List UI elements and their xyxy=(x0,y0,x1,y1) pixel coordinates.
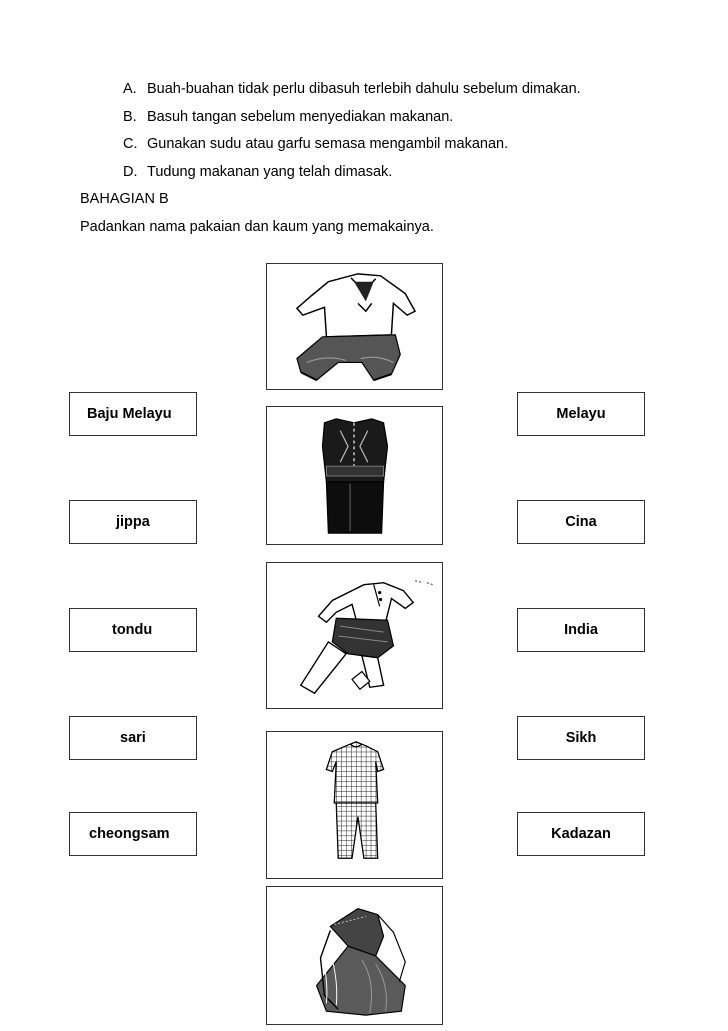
race-label: Melayu xyxy=(556,406,606,422)
name-box-jippa xyxy=(69,500,197,544)
name-box-sari xyxy=(69,716,197,760)
option-a xyxy=(123,80,581,98)
name-label: Baju Melayu xyxy=(87,406,172,422)
name-box-baju-melayu xyxy=(69,392,197,436)
option-letter: D. xyxy=(123,164,138,180)
race-box-cina xyxy=(517,500,645,544)
option-letter: C. xyxy=(123,136,138,152)
option-text: Tudung makanan yang telah dimasak. xyxy=(147,164,393,180)
baju-kadazan-costume-icon xyxy=(267,407,442,544)
picture-frame-4 xyxy=(266,731,443,879)
baju-melayu-costume-icon xyxy=(267,563,442,708)
option-b xyxy=(123,108,453,126)
race-label: Cina xyxy=(565,514,597,530)
race-label: India xyxy=(564,622,598,638)
picture-frame-1 xyxy=(266,263,443,390)
kurta-costume-icon xyxy=(267,264,442,389)
option-letter: B. xyxy=(123,109,137,125)
picture-frame-5 xyxy=(266,886,443,1025)
option-text: Buah-buahan tidak perlu dibasuh terlebih dahulu sebelum dimakan. xyxy=(147,81,581,97)
name-box-tondu xyxy=(69,608,197,652)
sari-costume-icon xyxy=(267,887,442,1024)
option-text: Basuh tangan sebelum menyediakan makanan. xyxy=(147,109,454,125)
name-label: cheongsam xyxy=(89,826,170,842)
name-box-cheongsam xyxy=(69,812,197,856)
picture-frame-2 xyxy=(266,406,443,545)
option-letter: A. xyxy=(123,81,137,97)
name-label: sari xyxy=(120,730,146,746)
picture-frame-3 xyxy=(266,562,443,709)
race-box-melayu xyxy=(517,392,645,436)
race-box-india xyxy=(517,608,645,652)
race-label: Sikh xyxy=(565,730,597,746)
race-box-sikh xyxy=(517,716,645,760)
cheongsam-costume-icon xyxy=(267,732,442,878)
option-d xyxy=(123,163,392,181)
race-label: Kadazan xyxy=(551,826,611,842)
option-c xyxy=(123,135,508,153)
section-heading: BAHAGIAN B xyxy=(80,191,169,207)
name-label: jippa xyxy=(116,514,150,530)
race-box-kadazan xyxy=(517,812,645,856)
option-text: Gunakan sudu atau garfu semasa mengambil makanan. xyxy=(147,136,509,152)
section-instruction: Padankan nama pakaian dan kaum yang memakainya. xyxy=(80,219,434,235)
name-label: tondu xyxy=(112,622,153,638)
